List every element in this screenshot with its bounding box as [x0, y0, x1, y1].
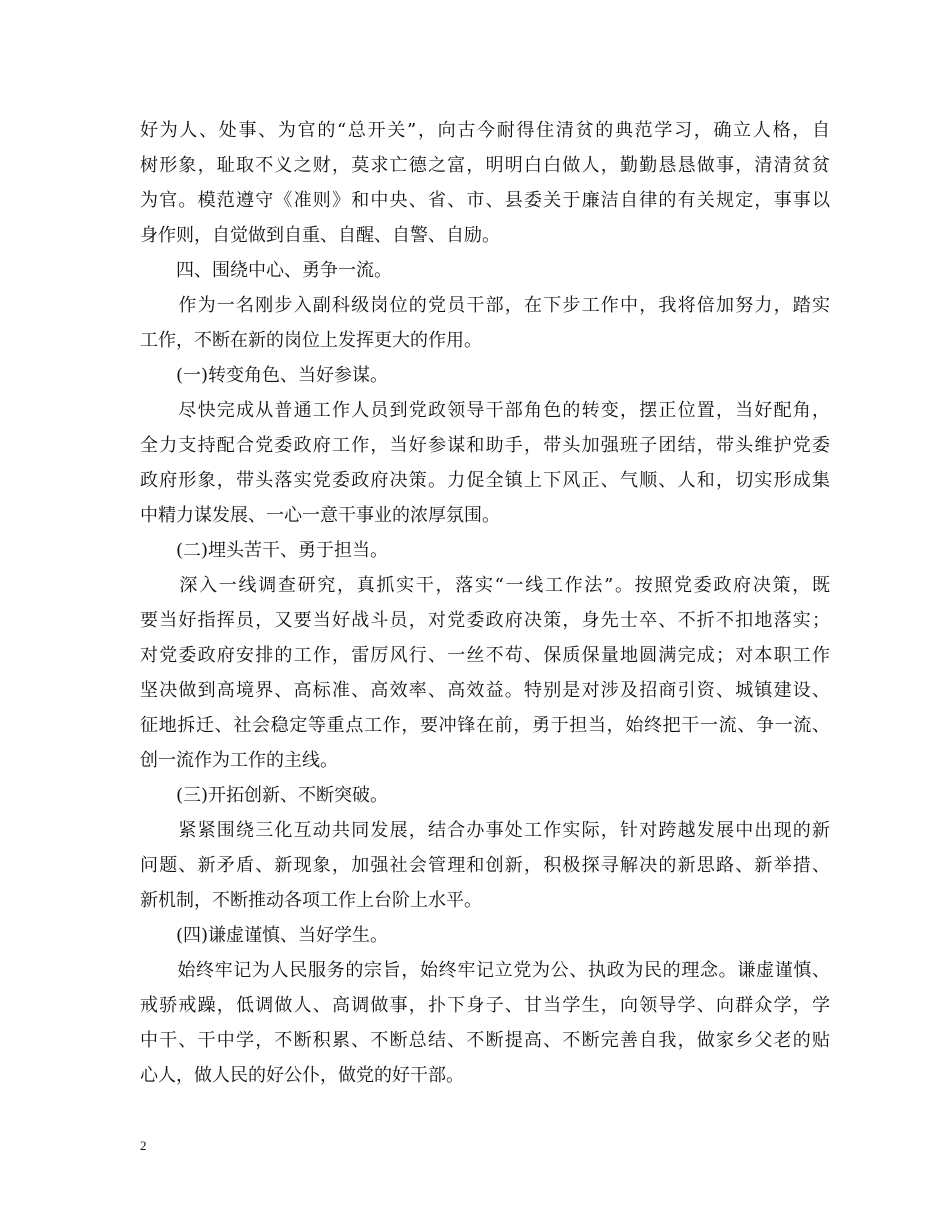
text-line: 坚决做到高境界、高标准、高效率、高效益。特别是对涉及招商引资、城镇建设、 [140, 680, 830, 701]
text-line: 身作则，自觉做到自重、自醒、自警、自励。 [140, 225, 500, 246]
subsection-heading: (三)开拓创新、不断突破。 [140, 785, 389, 806]
text-line: 对党委政府安排的工作，雷厉风行、一丝不苟、保质保量地圆满完成；对本职工作 [140, 645, 830, 666]
text-line: 征地拆迁、社会稳定等重点工作，要冲锋在前，勇于担当，始终把干一流、争一流、 [140, 715, 830, 736]
page-number: 2 [140, 1138, 147, 1153]
text-line: 要当好指挥员，又要当好战斗员，对党委政府决策，身先士卒、不折不扣地落实； [140, 610, 830, 631]
text-line: 中干、干中学，不断积累、不断总结、不断提高、不断完善自我，做家乡父老的贴 [140, 1030, 830, 1051]
text-line: 戒骄戒躁，低调做人、高调做事，扑下身子、甘当学生，向领导学、向群众学，学 [140, 995, 830, 1016]
text-line: 问题、新矛盾、新现象，加强社会管理和创新，积极探寻解决的新思路、新举措、 [140, 855, 830, 876]
text-line: 紧紧围绕三化互动共同发展，结合办事处工作实际，针对跨越发展中出现的新 [140, 820, 830, 841]
text-line: 作为一名刚步入副科级岗位的党员干部，在下步工作中，我将倍加努力，踏实 [140, 295, 830, 316]
text-line: 全力支持配合党委政府工作，当好参谋和助手，带头加强班子团结，带头维护党委 [140, 435, 830, 456]
text-line: 为官。模范遵守《准则》和中央、省、市、县委关于廉洁自律的有关规定，事事以 [140, 190, 830, 211]
subsection-heading: (一)转变角色、当好参谋。 [140, 365, 389, 386]
text-line: 工作，不断在新的岗位上发挥更大的作用。 [140, 330, 482, 351]
text-line: 始终牢记为人民服务的宗旨，始终牢记立党为公、执政为民的理念。谦虚谨慎、 [140, 960, 830, 981]
text-line: 尽快完成从普通工作人员到党政领导干部角色的转变，摆正位置，当好配角， [140, 400, 830, 421]
text-line: 创一流作为工作的主线。 [140, 750, 338, 771]
section-heading: 四、围绕中心、勇争一流。 [140, 260, 392, 281]
text-line: 好为人、处事、为官的“总开关”，向古今耐得住清贫的典范学习，确立人格，自 [140, 120, 830, 141]
text-line: 深入一线调查研究，真抓实干，落实“一线工作法”。按照党委政府决策，既 [140, 575, 830, 596]
text-line: 中精力谋发展、一心一意干事业的浓厚氛围。 [140, 505, 500, 526]
text-line: 树形象，耻取不义之财，莫求亡德之富，明明白白做人，勤勤恳恳做事，清清贫贫 [140, 155, 830, 176]
subsection-heading: (四)谦虚谨慎、当好学生。 [140, 925, 389, 946]
text-line: 心人，做人民的好公仆，做党的好干部。 [140, 1065, 464, 1086]
text-line: 政府形象，带头落实党委政府决策。力促全镇上下风正、气顺、人和，切实形成集 [140, 470, 830, 491]
subsection-heading: (二)埋头苦干、勇于担当。 [140, 540, 389, 561]
text-line: 新机制，不断推动各项工作上台阶上水平。 [140, 890, 482, 911]
